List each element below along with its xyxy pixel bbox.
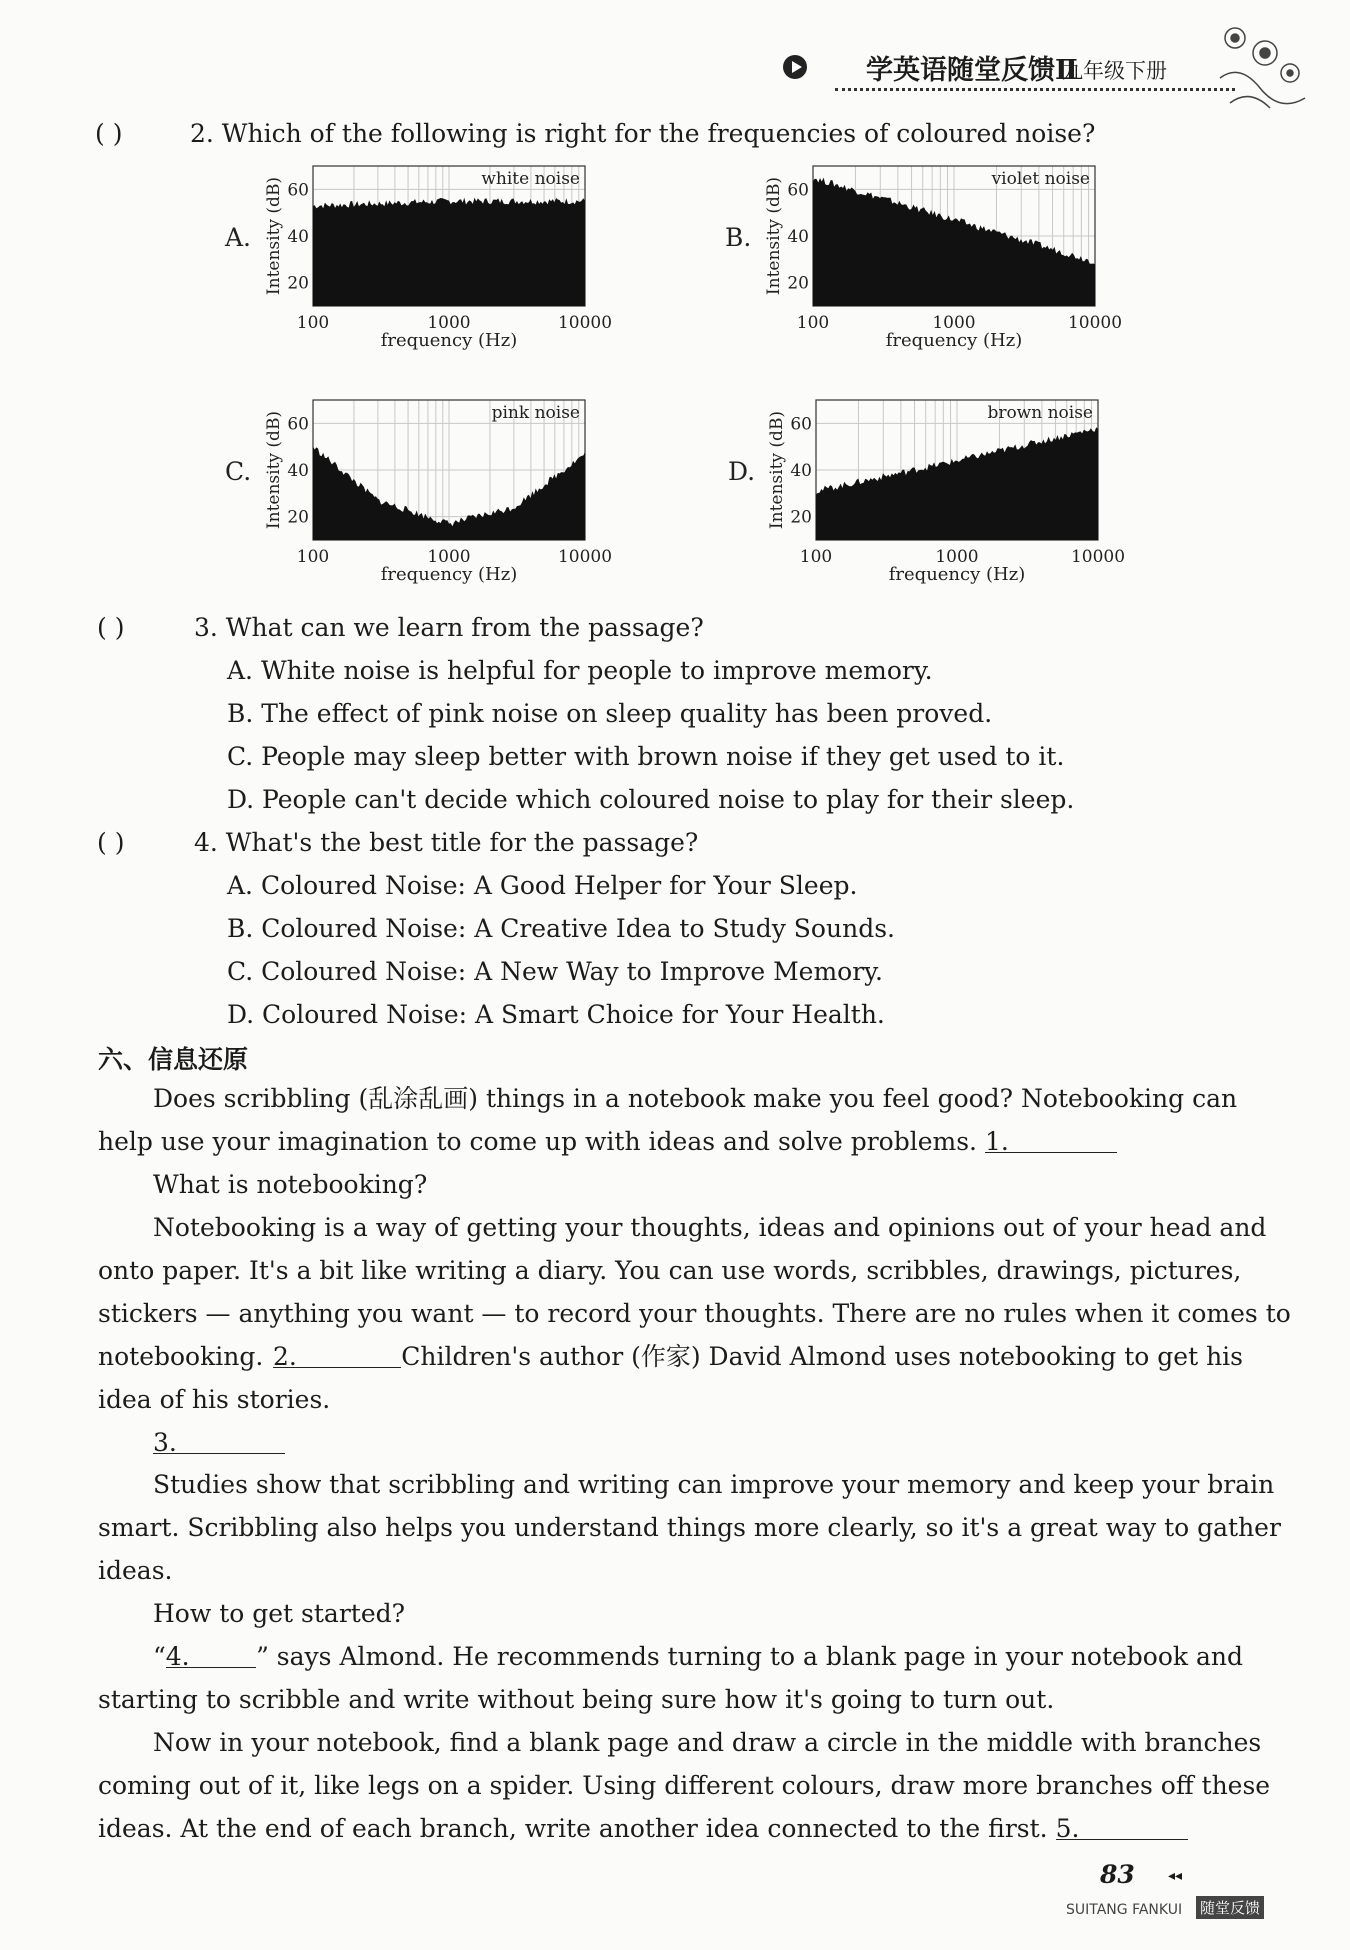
chart-title: brown noise xyxy=(987,403,1093,423)
x-axis-label: frequency (Hz) xyxy=(888,564,1026,585)
blank-1[interactable]: 1. xyxy=(985,1126,1117,1153)
x-tick-label: 10000 xyxy=(1067,313,1123,333)
grade-label: 九年级下册 xyxy=(1062,59,1167,83)
chart-violet-noise xyxy=(715,158,1123,383)
option-letter: B. xyxy=(725,223,752,252)
y-axis-label: Intensity (dB) xyxy=(764,176,784,296)
q3-option-b: B. The effect of pink noise on sleep quality has been proved. xyxy=(227,699,993,728)
q4-option-b: B. Coloured Noise: A Creative Idea to Study Sounds. xyxy=(227,914,895,943)
y-axis-label: Intensity (dB) xyxy=(264,410,284,530)
x-tick-label: 100 xyxy=(296,313,330,333)
x-tick-label: 10000 xyxy=(557,547,613,567)
q3-option-c: C. People may sleep better with brown noise if they get used to it. xyxy=(227,742,1065,771)
chart-title: violet noise xyxy=(991,169,1090,189)
passage-line: “ 4. ” says Almond. He recommends turning to a blank page in your notebook and xyxy=(153,1642,1243,1671)
y-tick-label: 60 xyxy=(787,180,809,201)
x-tick-label: 100 xyxy=(796,313,830,333)
passage-line: smart. Scribbling also helps you understand things more clearly, so it's a great way to gather xyxy=(98,1513,1281,1542)
passage-line: help use your imagination to come up with ideas and solve problems. 1. xyxy=(98,1126,1117,1158)
footer-brand-en: SUITANG FANKUI xyxy=(1066,1902,1183,1918)
passage-line: idea of his stories. xyxy=(98,1385,331,1414)
q3-question: 3. What can we learn from the passage? xyxy=(194,613,704,642)
passage-line xyxy=(153,1427,285,1459)
q2-answer-paren[interactable]: ( ) xyxy=(95,119,123,148)
q2-question: 2. Which of the following is right for the frequencies of coloured noise? xyxy=(190,119,1096,148)
passage-line: stickers — anything you want — to record your thoughts. There are no rules when it comes to xyxy=(98,1299,1291,1328)
y-axis-label: Intensity (dB) xyxy=(767,410,787,530)
y-tick-label: 40 xyxy=(287,461,309,481)
x-tick-label: 1000 xyxy=(427,547,471,567)
blank-2[interactable]: 2. xyxy=(273,1341,401,1368)
chart-title: pink noise xyxy=(491,403,580,423)
subheading-what-is-notebooking: What is notebooking? xyxy=(153,1170,428,1199)
chart-brown-noise xyxy=(718,392,1126,602)
passage-line: Studies show that scribbling and writing can improve your memory and keep your brain xyxy=(153,1470,1275,1499)
q3-answer-paren[interactable]: ( ) xyxy=(97,613,125,642)
header-divider xyxy=(835,88,1235,91)
passage-line: coming out of it, like legs on a spider. Using different colours, draw more branches off these xyxy=(98,1771,1271,1800)
passage-line: ideas. xyxy=(98,1556,173,1585)
x-axis-label: frequency (Hz) xyxy=(380,564,518,585)
y-tick-label: 40 xyxy=(790,461,812,481)
arrows-icon: ◂◂ xyxy=(1168,1868,1183,1884)
q3-option-d: D. People can't decide which coloured noise to play for their sleep. xyxy=(227,785,1075,814)
x-tick-label: 10000 xyxy=(1070,547,1126,567)
blank-4[interactable]: 4. xyxy=(166,1641,256,1668)
x-axis-label: frequency (Hz) xyxy=(380,330,518,351)
y-tick-label: 60 xyxy=(287,180,309,201)
chart-title: white noise xyxy=(481,169,580,189)
blank-5[interactable]: 5. xyxy=(1056,1813,1188,1840)
y-tick-label: 20 xyxy=(287,507,309,528)
q4-question: 4. What's the best title for the passage? xyxy=(194,828,699,857)
q4-answer-paren[interactable]: ( ) xyxy=(97,828,125,857)
section-heading: 六、信息还原 xyxy=(98,1045,249,1074)
blank-3[interactable]: 3. xyxy=(153,1427,285,1454)
passage-line: Does scribbling (乱涂乱画) things in a notebook make you feel good? Notebooking can xyxy=(153,1084,1238,1113)
y-tick-label: 20 xyxy=(787,273,809,294)
x-tick-label: 100 xyxy=(799,547,833,567)
x-tick-label: 100 xyxy=(296,547,330,567)
book-title: 学英语随堂反馈Ⅱ xyxy=(866,55,1078,86)
x-tick-label: 1000 xyxy=(935,547,979,567)
q4-option-c: C. Coloured Noise: A New Way to Improve Memory. xyxy=(227,957,883,986)
passage-line: Notebooking is a way of getting your thoughts, ideas and opinions out of your head and xyxy=(153,1213,1267,1242)
x-axis-label: frequency (Hz) xyxy=(885,330,1023,351)
passage-line: notebooking. 2. Children's author (作家) David Almond uses notebooking to get his xyxy=(98,1342,1243,1371)
q3-option-a: A. White noise is helpful for people to improve memory. xyxy=(227,656,933,685)
q4-option-a: A. Coloured Noise: A Good Helper for Your Sleep. xyxy=(227,871,858,900)
chart-white-noise xyxy=(215,158,613,383)
chart-pink-noise xyxy=(215,392,613,602)
passage-line: onto paper. It's a bit like writing a diary. You can use words, scribbles, drawings, pictures, xyxy=(98,1256,1242,1285)
page-number: 83 xyxy=(1100,1860,1135,1889)
option-letter: A. xyxy=(225,223,252,252)
passage-line: starting to scribble and write without being sure how it's going to turn out. xyxy=(98,1685,1055,1714)
passage-line: Now in your notebook, find a blank page and draw a circle in the middle with branches xyxy=(153,1728,1262,1757)
y-tick-label: 20 xyxy=(287,273,309,294)
x-tick-label: 10000 xyxy=(557,313,613,333)
y-axis-label: Intensity (dB) xyxy=(264,176,284,296)
x-tick-label: 1000 xyxy=(932,313,976,333)
flower-decoration-icon xyxy=(1210,18,1310,118)
y-tick-label: 60 xyxy=(790,414,812,435)
x-tick-label: 1000 xyxy=(427,313,471,333)
y-tick-label: 20 xyxy=(790,507,812,528)
footer-brand-zh: 随堂反馈 xyxy=(1196,1896,1264,1919)
option-letter: D. xyxy=(728,457,756,486)
option-letter: C. xyxy=(225,457,252,486)
subheading-how-to-get-started: How to get started? xyxy=(153,1599,406,1628)
y-tick-label: 40 xyxy=(787,227,809,247)
chart-area-white-noise xyxy=(313,198,585,306)
play-logo-icon xyxy=(783,55,807,79)
y-tick-label: 60 xyxy=(287,414,309,435)
q4-option-d: D. Coloured Noise: A Smart Choice for Your Health. xyxy=(227,1000,885,1029)
y-tick-label: 40 xyxy=(287,227,309,247)
passage-line: ideas. At the end of each branch, write another idea connected to the first. 5. xyxy=(98,1813,1188,1845)
